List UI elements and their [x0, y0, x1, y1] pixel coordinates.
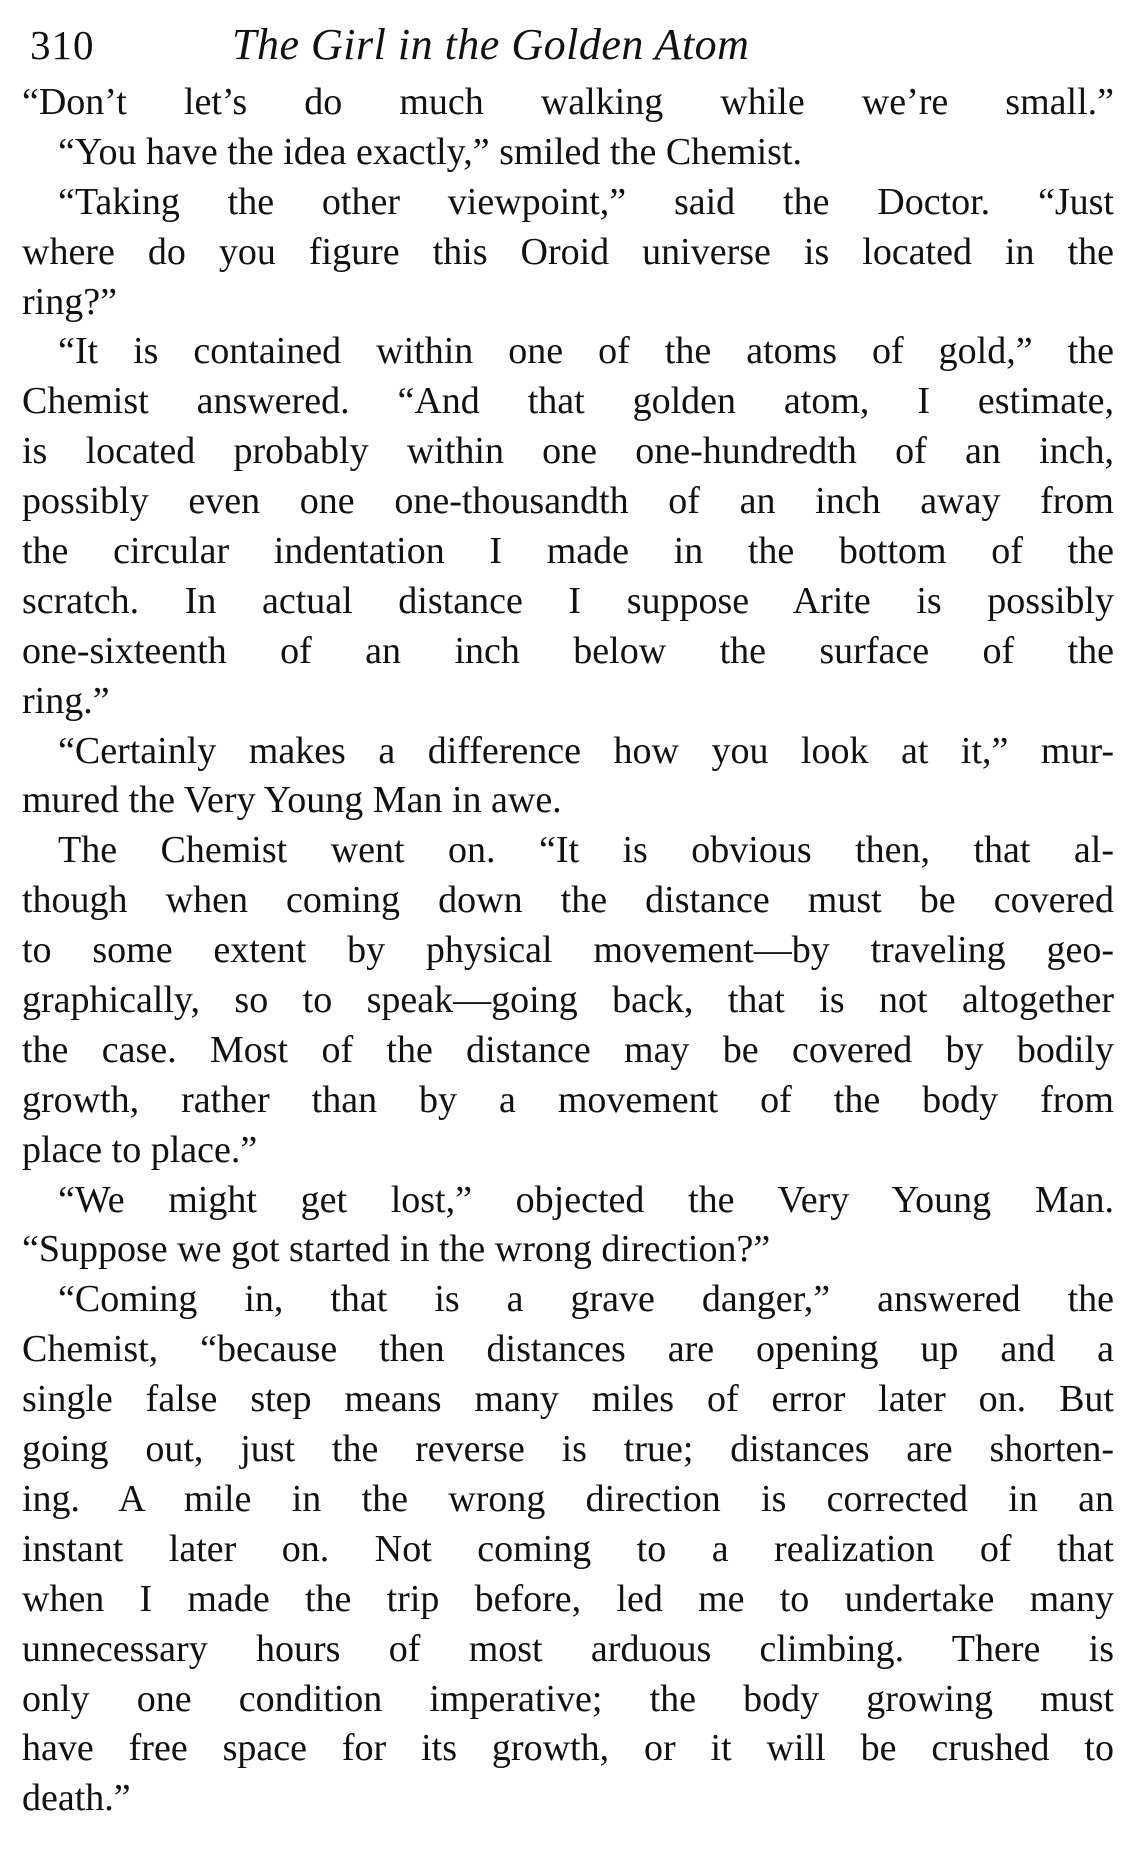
text-line: ring?” [22, 280, 117, 323]
text-line: the circular indentation I made in the bottom of the [22, 530, 1114, 573]
running-head [22, 14, 1114, 76]
text-line: “Suppose we got started in the wrong direction?” [22, 1228, 771, 1271]
text-line: have free space for its growth, or it will be crushed to [22, 1727, 1114, 1770]
text-line: “Don’t let’s do much walking while we’re small.” [22, 81, 1114, 123]
text-line: ring.” [22, 679, 110, 722]
text-line: “Taking the other viewpoint,” said the Doctor. “Just [58, 180, 1114, 223]
body-text [22, 78, 1114, 1824]
text-line: where do you figure this Oroid universe is located in the [22, 230, 1114, 273]
text-line: place to place.” [22, 1128, 258, 1171]
text-line: instant later on. Not coming to a realization of that [22, 1527, 1114, 1570]
running-title: The Girl in the Golden Atom [232, 20, 750, 69]
text-line: unnecessary hours of most arduous climbing. There is [22, 1627, 1114, 1670]
text-line: Chemist answered. “And that golden atom, I estimate, [22, 380, 1114, 423]
text-line: mured the Very Young Man in awe. [22, 779, 562, 822]
text-line: only one condition imperative; the body growing must [22, 1677, 1114, 1720]
text-line: “You have the idea exactly,” smiled the Chemist. [58, 130, 802, 173]
text-line: scratch. In actual distance I suppose Arite is possibly [22, 579, 1114, 622]
text-line: The Chemist went on. “It is obvious then, that al- [58, 829, 1114, 872]
text-line: going out, just the reverse is true; distances are shorten- [22, 1428, 1114, 1471]
text-line: possibly even one one-thousandth of an inch away from [22, 480, 1114, 523]
text-line: when I made the trip before, led me to undertake many [22, 1577, 1114, 1620]
text-line: to some extent by physical movement—by traveling geo- [22, 929, 1114, 972]
text-line: though when coming down the distance must be covered [22, 879, 1114, 922]
text-line: growth, rather than by a movement of the body from [22, 1078, 1114, 1121]
text-line: death.” [22, 1777, 131, 1820]
book-page [22, 14, 1114, 1824]
text-line: the case. Most of the distance may be covered by bodily [22, 1028, 1114, 1071]
text-line: graphically, so to speak—going back, that is not altogether [22, 979, 1114, 1022]
text-line: one-sixteenth of an inch below the surface of the [22, 629, 1114, 672]
text-line: “We might get lost,” objected the Very Young Man. [58, 1178, 1114, 1221]
page-number: 310 [30, 22, 95, 68]
text-line: single false step means many miles of error later on. But [22, 1378, 1114, 1421]
text-line: is located probably within one one-hundredth of an inch, [22, 430, 1114, 473]
text-line: ing. A mile in the wrong direction is corrected in an [22, 1477, 1114, 1520]
text-line: “It is contained within one of the atoms of gold,” the [58, 330, 1114, 373]
text-line: “Certainly makes a difference how you look at it,” mur- [58, 729, 1114, 772]
text-line: Chemist, “because then distances are opening up and a [22, 1328, 1114, 1371]
text-line: “Coming in, that is a grave danger,” answered the [58, 1278, 1114, 1321]
